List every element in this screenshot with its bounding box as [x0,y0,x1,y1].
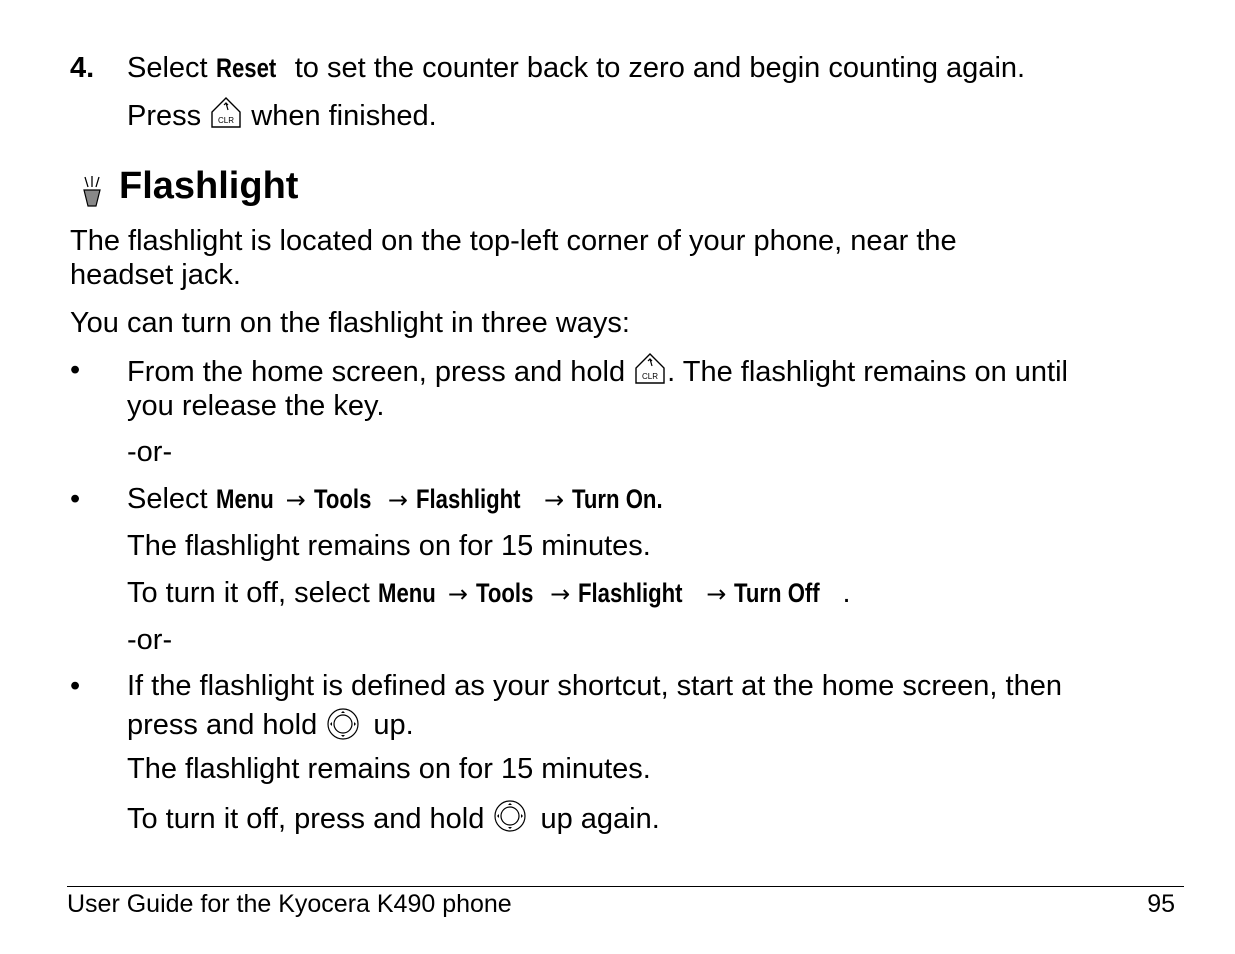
page-number: 95 [1147,890,1175,918]
clr-key-icon [209,96,243,139]
bullet3-line2 [127,704,414,749]
step4-line2 [127,96,437,139]
step-number: 4. [70,52,95,84]
nav-key-icon [325,704,365,749]
off-pre: To turn it off, select [127,577,378,609]
remains-on-text: The flashlight remains on for 15 minutes. [127,530,651,562]
footer-divider [67,886,1184,887]
step4-post: to set the counter back to zero and begin counting again. [286,52,1026,84]
bullet3-line1: If the flashlight is defined as your shortcut, start at the home screen, then [127,670,1062,702]
off-period: . [842,577,851,609]
b3-off-post: up again. [532,803,660,836]
arrow-icon: → [447,580,469,608]
flashlight-key-label: Flashlight [578,578,683,608]
bullet1-line2: you release the key. [127,390,385,422]
flashlight-key-label: Flashlight [416,484,521,514]
nav-key-icon [492,798,532,843]
press-pre: Press [127,100,210,133]
or-separator: -or- [127,436,173,468]
bullet-mark: • [70,354,81,386]
arrow-icon: → [544,486,565,514]
press-post: when finished. [243,100,437,133]
section-title: Flashlight [119,165,299,207]
turn-off-key-label: Turn Off [734,578,821,608]
bullet-mark: • [70,670,81,702]
arrow-icon: → [285,486,306,514]
b3-pre: press and hold [127,709,326,742]
arrow-icon: → [706,580,727,608]
tools-key-label: Tools [476,578,534,608]
arrow-icon: → [387,486,408,514]
b1-post: . The flashlight remains on until [667,356,1068,389]
bullet-mark: • [70,483,81,515]
step4-pre: Select [127,52,216,84]
flashlight-icon [78,175,106,218]
b1-pre: From the home screen, press and hold [127,356,634,389]
turn-on-key-label: Turn On. [572,484,663,514]
menu-key-label: Menu [377,578,436,608]
clr-key-icon [633,352,667,395]
b2-pre: Select [127,483,216,515]
svg-text:CLR: CLR [218,116,235,125]
b3-post: up. [365,709,414,742]
arrow-icon: → [550,580,571,608]
bullet3-off [127,798,660,843]
intro-paragraph-line1: The flashlight is located on the top-left corner of your phone, near the [70,225,957,257]
reset-key-label: Reset [215,53,276,83]
tools-key-label: Tools [313,484,372,514]
step4-line1 [127,50,1025,86]
remains-on-text: The flashlight remains on for 15 minutes. [127,753,651,785]
footer-title: User Guide for the Kyocera K490 phone [67,890,512,918]
menu-key-label: Menu [215,484,274,514]
or-separator: -or- [127,624,173,656]
intro-ways: You can turn on the flashlight in three ways: [70,307,630,339]
intro-paragraph-line2: headset jack. [70,259,241,291]
b3-off-pre: To turn it off, press and hold [127,803,493,836]
bullet2-path [127,481,683,518]
svg-text:CLR: CLR [642,372,659,381]
turn-off-path [127,575,851,612]
